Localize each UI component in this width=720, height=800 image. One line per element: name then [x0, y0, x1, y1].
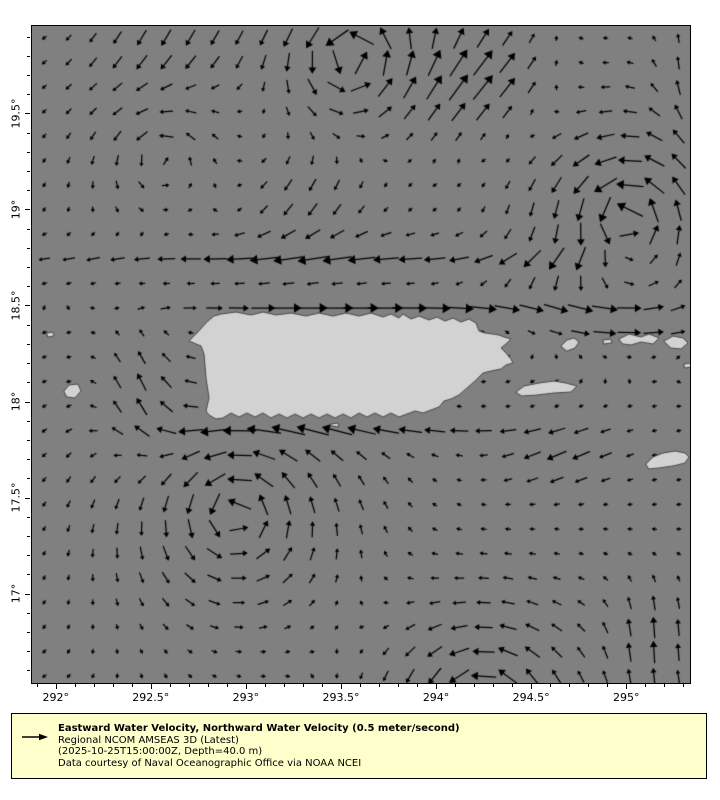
y-minor-tick [27, 459, 30, 460]
x-tick-label: 292° [42, 691, 69, 704]
y-minor-tick [27, 344, 30, 345]
y-tick-label: 17.5° [9, 482, 23, 513]
y-major-tick [25, 594, 30, 595]
x-minor-tick [170, 684, 171, 687]
x-minor-tick [75, 684, 76, 687]
x-tick-label: 294° [422, 691, 450, 704]
x-tick-label: 292.5° [132, 691, 170, 704]
quiver-map-canvas [32, 26, 690, 683]
y-minor-tick [27, 75, 30, 76]
y-tick-label: 18° [9, 391, 23, 412]
y-major-tick [25, 113, 30, 114]
x-minor-tick [645, 684, 646, 687]
y-minor-tick [27, 517, 30, 518]
y-minor-tick [27, 94, 30, 95]
y-minor-tick [27, 56, 30, 57]
x-minor-tick [588, 684, 589, 687]
y-minor-tick [27, 574, 30, 575]
y-tick-label: 18.5° [9, 290, 23, 321]
legend-credit-line: Data courtesy of Naval Oceanographic Office via NOAA NCEI [58, 757, 362, 769]
y-minor-tick [27, 171, 30, 172]
legend-model-line: Regional NCOM AMSEAS 3D (Latest) [58, 734, 239, 746]
x-tick-label: 294.5° [512, 691, 550, 704]
y-minor-tick [27, 421, 30, 422]
y-major-tick [25, 402, 30, 403]
x-minor-tick [379, 684, 380, 687]
x-minor-tick [284, 684, 285, 687]
x-major-tick [246, 684, 247, 689]
x-minor-tick [303, 684, 304, 687]
reference-arrow-icon [22, 723, 58, 769]
y-tick-label: 19° [9, 199, 23, 220]
x-tick-label: 293.5° [322, 691, 360, 704]
x-major-tick [436, 684, 437, 689]
y-major-tick [25, 305, 30, 306]
x-minor-tick [189, 684, 190, 687]
y-minor-tick [27, 478, 30, 479]
x-minor-tick [94, 684, 95, 687]
y-minor-tick [27, 651, 30, 652]
y-minor-tick [27, 670, 30, 671]
y-minor-tick [27, 382, 30, 383]
legend-time-depth-line: (2025-10-25T15:00:00Z, Depth=40.0 m) [58, 746, 263, 757]
x-major-tick [56, 684, 57, 689]
y-major-tick [25, 498, 30, 499]
y-minor-tick [27, 152, 30, 153]
legend-title: Eastward Water Velocity, Northward Water Velocity (0.5 meter/second) [58, 723, 460, 734]
y-minor-tick [27, 632, 30, 633]
y-tick-label: 17° [9, 583, 23, 604]
x-minor-tick [208, 684, 209, 687]
map-plot-area [31, 25, 691, 684]
x-tick-label: 295° [612, 691, 640, 704]
x-minor-tick [512, 684, 513, 687]
x-minor-tick [664, 684, 665, 687]
x-minor-tick [474, 684, 475, 687]
x-minor-tick [227, 684, 228, 687]
x-major-tick [151, 684, 152, 689]
y-minor-tick [27, 267, 30, 268]
x-major-tick [341, 684, 342, 689]
y-minor-tick [27, 536, 30, 537]
x-minor-tick [455, 684, 456, 687]
x-major-tick [626, 684, 627, 689]
legend-box [11, 713, 707, 779]
x-minor-tick [683, 684, 684, 687]
x-minor-tick [37, 684, 38, 687]
y-minor-tick [27, 440, 30, 441]
x-minor-tick [550, 684, 551, 687]
y-minor-tick [27, 613, 30, 614]
x-minor-tick [398, 684, 399, 687]
y-minor-tick [27, 555, 30, 556]
x-minor-tick [607, 684, 608, 687]
x-minor-tick [265, 684, 266, 687]
y-minor-tick [27, 363, 30, 364]
x-minor-tick [493, 684, 494, 687]
y-minor-tick [27, 286, 30, 287]
y-minor-tick [27, 229, 30, 230]
y-minor-tick [27, 37, 30, 38]
y-major-tick [25, 209, 30, 210]
y-minor-tick [27, 190, 30, 191]
y-tick-label: 19.5° [9, 98, 23, 129]
y-minor-tick [27, 248, 30, 249]
y-minor-tick [27, 325, 30, 326]
x-minor-tick [360, 684, 361, 687]
x-minor-tick [417, 684, 418, 687]
x-minor-tick [322, 684, 323, 687]
x-minor-tick [113, 684, 114, 687]
y-minor-tick [27, 133, 30, 134]
x-tick-label: 293° [232, 691, 260, 704]
x-minor-tick [569, 684, 570, 687]
x-major-tick [531, 684, 532, 689]
x-minor-tick [132, 684, 133, 687]
